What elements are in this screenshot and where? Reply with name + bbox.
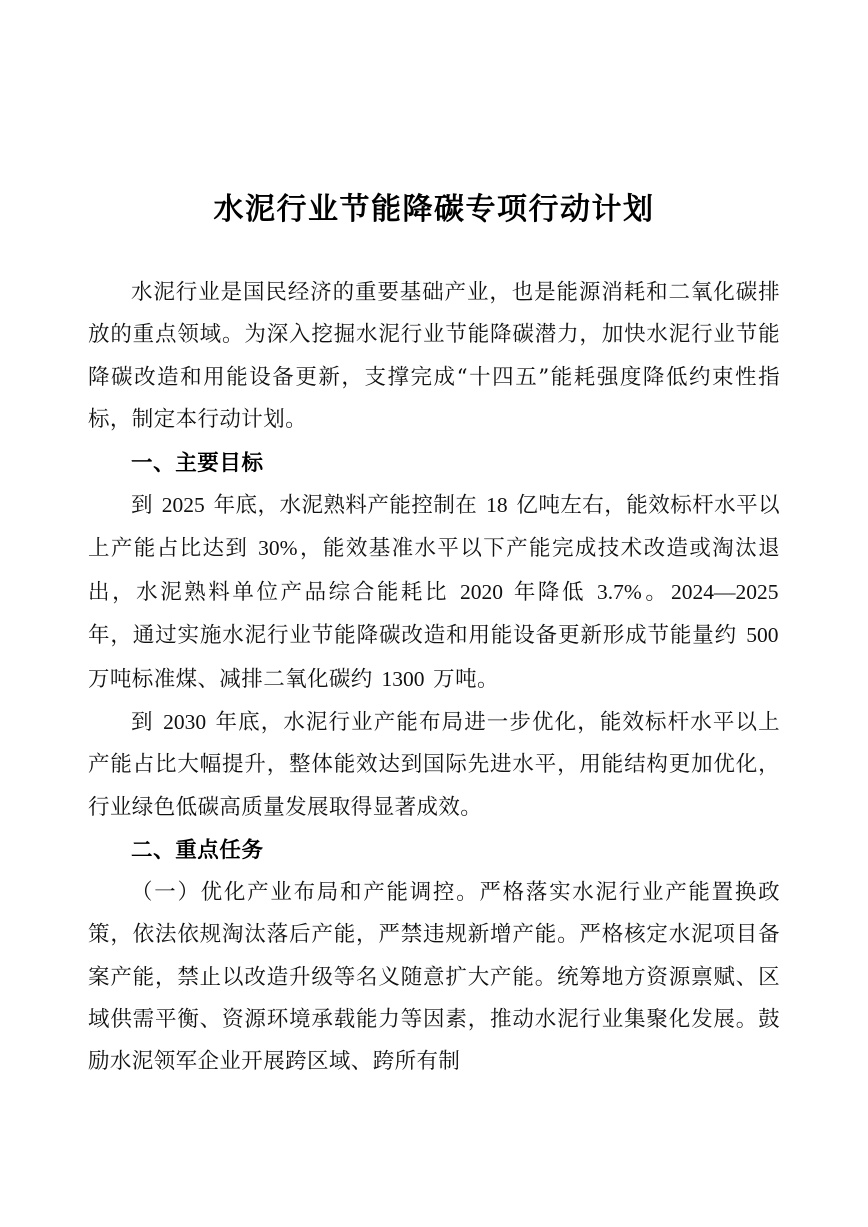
intro-paragraph: 水泥行业是国民经济的重要基础产业，也是能源消耗和二氧化碳排放的重点领域。为深入挖掘水泥行业节能降碳潜力，加快水泥行业节能降碳改造和用能设备更新，支撑完成“十四五”能耗强度降低约束性指标，制定本行动计划。 bbox=[88, 280, 780, 433]
numeric-token: 2020 bbox=[459, 579, 503, 604]
section-heading-main-goals: 一、主要目标 bbox=[131, 450, 264, 475]
numeric-token: 30% bbox=[258, 536, 298, 561]
numeric-token: 1300 bbox=[381, 666, 425, 691]
task-one-paragraph: （一）优化产业布局和产能调控。严格落实水泥行业产能置换政策，依法依规淘汰落后产能，严禁违规新增产能。严格核定水泥项目备案产能，禁止以改造升级等名义随意扩大产能。统筹地方资源禀赋、区域供需平衡、资源环境承载能力等因素，推动水泥行业集聚化发展。鼓励水泥领军企业开展跨区域、跨所有制 bbox=[88, 879, 780, 1075]
numeric-token: 3.7% bbox=[596, 579, 642, 604]
page-title: 水泥行业节能降碳专项行动计划 bbox=[213, 192, 655, 227]
numeric-token: 2030 bbox=[163, 710, 207, 735]
numeric-token: 2025 bbox=[161, 493, 205, 518]
goal-2025-paragraph: 到 2025 年底，水泥熟料产能控制在 18 亿吨左右，能效标杆水平以上产能占比达到 30%，能效基准水平以下产能完成技术改造或淘汰退出，水泥熟料单位产品综合能耗比 2020 年降低 3.7%。2024—2025 年，通过实施水泥行业节能降碳改造和用能设备更新形成节能量约 500 万吨标准煤、减排二氧化碳约 1300 万吨。 bbox=[88, 493, 780, 692]
goal-2030-paragraph: 到 2030 年底，水泥行业产能布局进一步优化，能效标杆水平以上产能占比大幅提升，整体能效达到国际先进水平，用能结构更加优化，行业绿色低碳高质量发展取得显著成效。 bbox=[88, 710, 780, 820]
numeric-token: 2024—2025 bbox=[671, 579, 779, 604]
document-body bbox=[88, 272, 780, 1084]
numeric-token: 500 bbox=[746, 623, 779, 648]
numeric-token: 18 bbox=[486, 493, 508, 518]
section-heading-key-tasks: 二、重点任务 bbox=[131, 838, 264, 863]
